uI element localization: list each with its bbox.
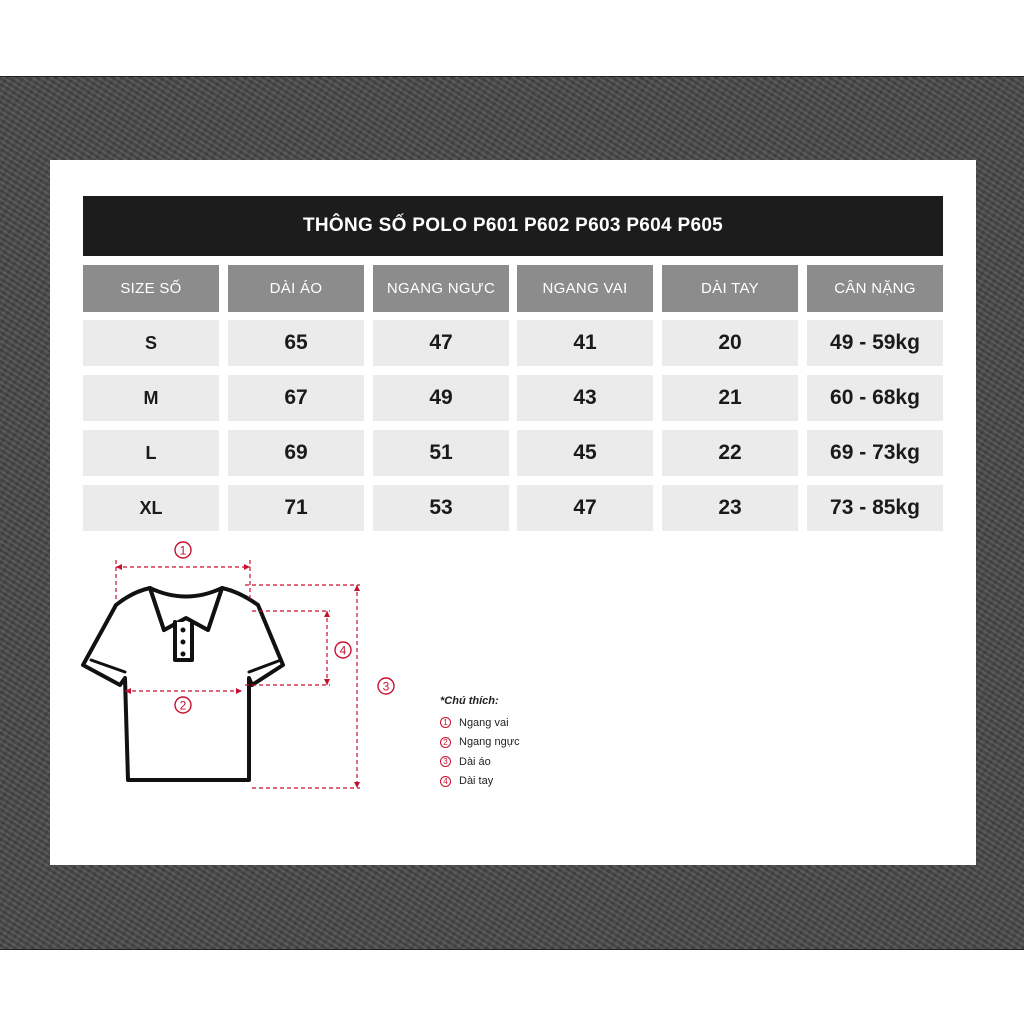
legend-number: 1 <box>440 717 451 728</box>
table-cell: 53 <box>373 485 509 531</box>
legend-item <box>440 733 520 753</box>
table-cell-size: M <box>83 375 219 421</box>
table-cell: 41 <box>517 320 653 366</box>
table-cell: 49 <box>373 375 509 421</box>
marker-4 <box>335 642 351 658</box>
legend-item <box>440 772 520 792</box>
table-cell-size: S <box>83 320 219 366</box>
legend-label: Ngang ngực <box>459 736 520 749</box>
polo-shirt-icon <box>83 588 283 780</box>
header-sleeve: DÀI TAY <box>662 265 798 312</box>
table-cell: 69 <box>228 430 364 476</box>
header-shoulder: NGANG VAI <box>517 265 653 312</box>
table-cell: 23 <box>662 485 798 531</box>
table-cell: 21 <box>662 375 798 421</box>
legend-label: Dài tay <box>459 775 494 788</box>
legend-item <box>440 752 520 772</box>
table-cell: 49 - 59kg <box>807 320 943 366</box>
table-cell: 47 <box>373 320 509 366</box>
table-cell-size: XL <box>83 485 219 531</box>
table-cell: 43 <box>517 375 653 421</box>
table-cell: 51 <box>373 430 509 476</box>
marker-2 <box>175 697 191 713</box>
legend-number: 3 <box>440 756 451 767</box>
legend-label: Dài áo <box>459 755 491 768</box>
chart-title: THÔNG SỐ POLO P601 P602 P603 P604 P605 <box>83 196 943 256</box>
svg-text:4: 4 <box>339 643 347 658</box>
table-cell: 71 <box>228 485 364 531</box>
legend <box>440 695 520 791</box>
svg-text:2: 2 <box>179 698 187 713</box>
legend-number: 2 <box>440 737 451 748</box>
legend-number: 4 <box>440 776 451 787</box>
marker-3 <box>378 678 394 694</box>
table-cell: 45 <box>517 430 653 476</box>
table-cell-size: L <box>83 430 219 476</box>
table-cell: 67 <box>228 375 364 421</box>
header-size: SIZE SỐ <box>83 265 219 312</box>
legend-title: *Chú thích: <box>440 695 499 707</box>
table-cell: 65 <box>228 320 364 366</box>
table-cell: 47 <box>517 485 653 531</box>
svg-text:1: 1 <box>179 543 187 558</box>
legend-item <box>440 713 520 733</box>
marker-1 <box>175 542 191 558</box>
table-cell: 69 - 73kg <box>807 430 943 476</box>
header-chest: NGANG NGỰC <box>373 265 509 312</box>
size-chart-card <box>50 160 976 865</box>
header-length: DÀI ÁO <box>228 265 364 312</box>
table-cell: 22 <box>662 430 798 476</box>
table-cell: 60 - 68kg <box>807 375 943 421</box>
header-weight: CÂN NẶNG <box>807 265 943 312</box>
svg-text:3: 3 <box>382 679 390 694</box>
table-cell: 73 - 85kg <box>807 485 943 531</box>
table-cell: 20 <box>662 320 798 366</box>
legend-label: Ngang vai <box>459 716 509 729</box>
